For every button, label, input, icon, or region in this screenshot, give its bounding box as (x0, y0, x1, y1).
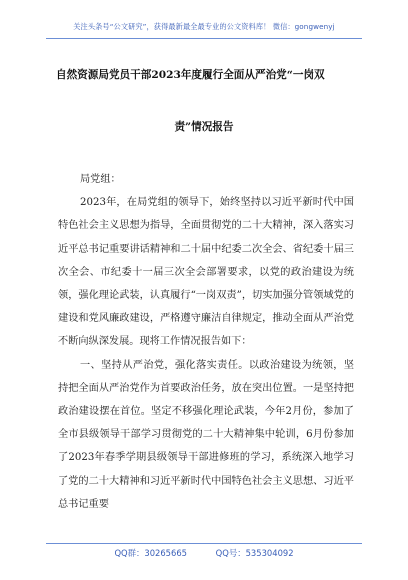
header-divider (46, 38, 362, 39)
document-body (58, 168, 354, 516)
document-title-line-1: 自然资源局党员干部2023年度履行全面从严治党“一岗双 (56, 69, 325, 81)
footer-divider (46, 543, 362, 544)
body-paragraph-2: 一、坚持从严治党，强化落实责任。以政治建设为统领，坚持把全面从严治党作为首要政治任务，放在突出位置。一是坚持把政治建设摆在首位。坚定不移强化理论武装，今年2月份，参加了全市县级领导干部学习贯彻党的二十大精神集中轮训，6月份参加了2023年春季学期县级领导干部进修班的学习，系统深入地学习了党的二十大精神和习近平新时代中国特色社会主义思想、习近平总书记重要 (58, 359, 354, 510)
footer-qq-number: QQ号：535304092 (215, 548, 294, 558)
document-title-line-2: 责”情况报告 (174, 121, 234, 133)
salutation: 局党组： (80, 174, 121, 185)
body-paragraph-1: 2023年，在局党组的领导下，始终坚持以习近平新时代中国特色社会主义思想为指导，全面贯彻党的二十大精神，深入落实习近平总书记重要讲话精神和二十届中纪委二次全会、省纪委十届三次全会、市纪委十一届三次全会部署要求，以党的政治建设为统领，强化理论武装，认真履行“一岗双责”，切实加强分管领域党的建设和党风廉政建设，严格遵守廉洁自律规定，推动全面从严治党不断向纵深发展。现将工作情况报告如下： (58, 197, 354, 348)
footer-contact (0, 547, 408, 559)
header-promo-text: 关注头条号“公文研究”，获得最新最全最专业的公文资料库！ 微信：gongwenyj (73, 22, 335, 31)
footer-qq-group: QQ群：30265665 (114, 548, 187, 558)
